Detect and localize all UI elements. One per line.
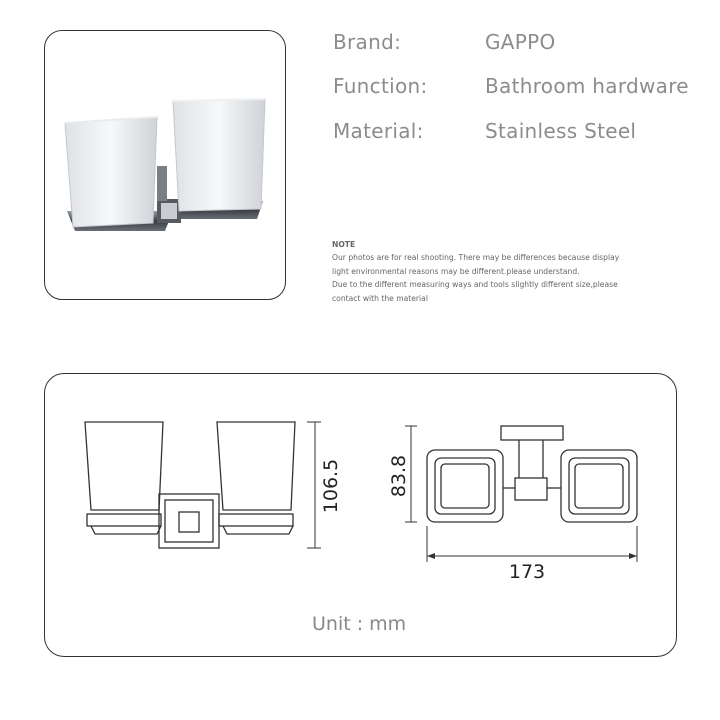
note-line: contact with the material [332, 293, 428, 303]
product-photo [45, 31, 287, 301]
top-left-cup-outer [427, 450, 503, 522]
note-block [332, 238, 682, 305]
unit-label: Unit : mm [312, 613, 407, 635]
width-dimension: 173 [508, 561, 546, 583]
note-title: NOTE [332, 240, 356, 249]
front-mount [159, 494, 219, 548]
material-label: Material: [333, 119, 424, 143]
note-line: light environmental reasons may be different.please understand. [332, 266, 580, 276]
function-label: Function: [333, 74, 428, 98]
front-right-glass [217, 422, 295, 510]
note-line: Due to the different measuring ways and tools slightly different size,please [332, 280, 618, 290]
top-wall-plate [501, 426, 563, 440]
material-value: Stainless Steel [485, 119, 637, 143]
brand-value: GAPPO [485, 30, 556, 54]
front-right-base [219, 514, 293, 526]
front-left-base [87, 514, 161, 526]
front-left-glass [85, 422, 163, 510]
height-dimension: 106.5 [320, 458, 342, 514]
function-value: Bathroom hardware [485, 74, 689, 98]
brand-label: Brand: [333, 30, 402, 54]
note-line: Our photos are for real shooting. There may be differences because display [332, 253, 620, 263]
product-photo-frame [44, 30, 286, 300]
top-right-cup-outer [561, 450, 637, 522]
depth-dimension: 83.8 [388, 454, 410, 498]
